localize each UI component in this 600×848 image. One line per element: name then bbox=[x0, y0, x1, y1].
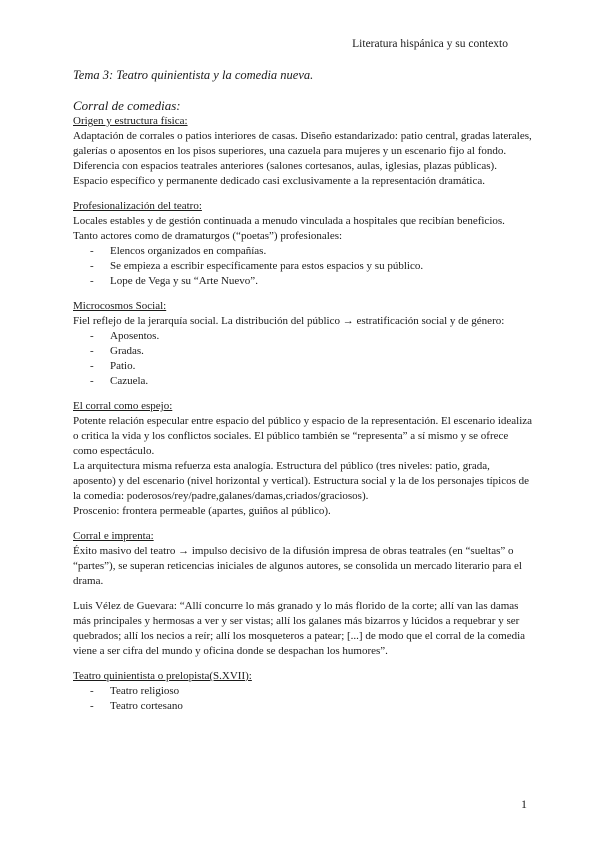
paragraph: Locales estables y de gestión continuada a menudo vinculada a hospitales que recibían beneficios. bbox=[73, 215, 505, 227]
quote-paragraph: Luis Vélez de Guevara: “Allí concurre lo más granado y lo más florido de la corte; allí van las damas más principales y hermosas a ver y ser vistas; allí los galanes más bizarros y lúcidos a requebrar y ser quebrados; allí los necios a reír; allí los mosqueteros a patear; [...] de modo que el corral de la comedia viene a ser cifra del mundo y oficina donde se despachan los humores”. bbox=[73, 600, 526, 657]
running-header: Literatura hispánica y su contexto bbox=[352, 38, 508, 50]
document-body bbox=[73, 68, 533, 714]
paragraph: Fiel reflejo de la jerarquía social. La distribución del público → estratificación social y de género: bbox=[73, 315, 505, 327]
paragraph: Potente relación especular entre espacio del público y espacio de la representación. El escenario idealiza o critica la vida y los conflictos sociales. El público también se “representa” a sí mismo y se ofrece como espectáculo. bbox=[73, 415, 533, 457]
paragraph: Tanto actores como de dramaturgos (“poetas”) profesionales: bbox=[73, 230, 343, 242]
section-heading: Teatro quinientista o prelopista(S.XVII): bbox=[73, 670, 252, 682]
paragraph: Éxito masivo del teatro → impulso decisivo de la difusión impresa de obras teatrales (en “sueltas” o “partes”), se superan reticencias iniciales de algunos autores, se consolida un mercado literario para el drama. bbox=[73, 545, 522, 587]
section-origen bbox=[73, 114, 533, 189]
bullet-list bbox=[73, 244, 533, 289]
list-item: - Se empieza a escribir específicamente para estos espacios y su público. bbox=[90, 259, 533, 274]
paragraph: Adaptación de corrales o patios interiores de casas. Diseño estandarizado: patio central, gradas laterales, galerías o aposentos en los pisos superiores, una cazuela para mujeres y un escenario fijo al fondo. bbox=[73, 130, 532, 157]
section-microcosmos bbox=[73, 299, 533, 389]
list-item: - Cazuela. bbox=[90, 374, 533, 389]
section-espejo bbox=[73, 399, 533, 519]
section-heading: Origen y estructura física: bbox=[73, 115, 188, 127]
bullet-list bbox=[73, 329, 533, 389]
paragraph: La arquitectura misma refuerza esta analogía. Estructura del público (tres niveles: patio, grada, aposento) y del escenario (nivel horizontal y vertical). Estructura social y la de los personajes típicos de la comedia: poderosos/rey/padre,galanes/damas,criados/graciosos). bbox=[73, 460, 530, 502]
list-item: - Teatro religioso bbox=[90, 684, 533, 699]
main-heading: Corral de comedias: bbox=[73, 98, 181, 113]
list-item: - Lope de Vega y su “Arte Nuevo”. bbox=[90, 274, 533, 289]
section-imprenta bbox=[73, 529, 533, 659]
section-heading: Corral e imprenta: bbox=[73, 530, 154, 542]
list-item: - Patio. bbox=[90, 359, 533, 374]
paragraph: Diferencia con espacios teatrales anteriores (salones cortesanos, aulas, iglesias, plazas públicas). Espacio específico y permanente dedicado casi exclusivamente a la representación dramática. bbox=[73, 160, 497, 187]
bullet-list bbox=[73, 684, 533, 714]
paragraph: Proscenio: frontera permeable (apartes, guiños al público). bbox=[73, 505, 331, 517]
page-number: 1 bbox=[521, 797, 527, 811]
list-item: - Gradas. bbox=[90, 344, 533, 359]
section-heading: El corral como espejo: bbox=[73, 400, 173, 412]
section-profesionalizacion bbox=[73, 199, 533, 289]
list-item: - Elencos organizados en compañías. bbox=[90, 244, 533, 259]
document-title: Tema 3: Teatro quinientista y la comedia nueva. bbox=[73, 68, 314, 82]
list-item: - Aposentos. bbox=[90, 329, 533, 344]
section-heading: Profesionalización del teatro: bbox=[73, 200, 202, 212]
section-quinientista bbox=[73, 669, 533, 714]
list-item: - Teatro cortesano bbox=[90, 699, 533, 714]
section-heading: Microcosmos Social: bbox=[73, 300, 167, 312]
